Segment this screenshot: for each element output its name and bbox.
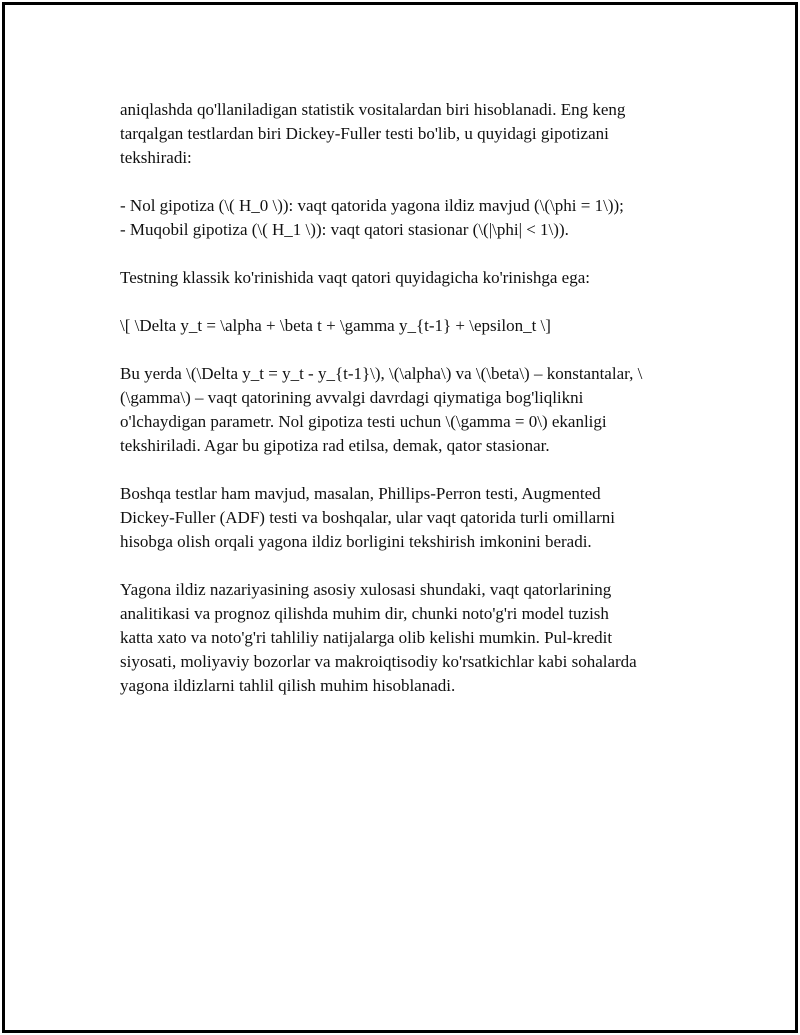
paragraph-gap [120, 554, 700, 578]
paragraph-gap [120, 170, 700, 194]
paragraph-other-tests [120, 482, 700, 554]
text-line: (\gamma\) – vaqt qatorining avvalgi davrdagi qiymatiga bog'liqlikni [120, 388, 584, 407]
paragraph-gap [120, 338, 700, 362]
text-line: katta xato va noto'g'ri tahliliy natijalarga olib kelishi mumkin. Pul-kredit [120, 628, 613, 647]
paragraph-gap [120, 242, 700, 266]
list-item-alternative-hypothesis: - Muqobil gipotiza (\( H_1 \)): vaqt qatori stasionar (\(|\phi| < 1\)). [120, 220, 569, 239]
text-line: Boshqa testlar ham mavjud, masalan, Phillips-Perron testi, Augmented [120, 484, 601, 503]
document-body [120, 98, 700, 698]
text-line: siyosati, moliyaviy bozorlar va makroiqtisodiy ko'rsatkichlar kabi sohalarda [120, 652, 637, 671]
text-line: tarqalgan testlardan biri Dickey-Fuller testi bo'lib, u quyidagi gipotizani [120, 124, 609, 143]
paragraph-test-form [120, 266, 700, 290]
paragraph-gap [120, 290, 700, 314]
text-line: Yagona ildiz nazariyasining asosiy xulosasi shundaki, vaqt qatorlarining [120, 580, 612, 599]
paragraph-gap [120, 458, 700, 482]
paragraph-definitions [120, 362, 700, 458]
text-line: tekshiriladi. Agar bu gipotiza rad etilsa, demak, qator stasionar. [120, 436, 550, 455]
text-line: yagona ildizlarni tahlil qilish muhim hisoblanadi. [120, 676, 456, 695]
text-line: Dickey-Fuller (ADF) testi va boshqalar, ular vaqt qatorida turli omillarni [120, 508, 616, 527]
text-line: o'lchaydigan parametr. Nol gipotiza testi uchun \(\gamma = 0\) ekanligi [120, 412, 607, 431]
equation-block [120, 314, 700, 338]
text-line: Testning klassik ko'rinishida vaqt qatori quyidagicha ko'rinishga ega: [120, 268, 590, 287]
page-frame [2, 2, 798, 1033]
list-item-null-hypothesis: - Nol gipotiza (\( H_0 \)): vaqt qatorida yagona ildiz mavjud (\(\phi = 1\)); [120, 196, 624, 215]
hypotheses-list [120, 194, 700, 242]
text-line: analitikasi va prognoz qilishda muhim dir, chunki noto'g'ri model tuzish [120, 604, 609, 623]
paragraph-intro [120, 98, 700, 170]
text-line: tekshiradi: [120, 148, 192, 167]
paragraph-conclusion [120, 578, 700, 698]
text-line: hisobga olish orqali yagona ildiz borligini tekshirish imkonini beradi. [120, 532, 592, 551]
text-line: Bu yerda \(\Delta y_t = y_t - y_{t-1}\), \(\alpha\) va \(\beta\) – konstantalar, \ [120, 364, 643, 383]
equation-line: \[ \Delta y_t = \alpha + \beta t + \gamma y_{t-1} + \epsilon_t \] [120, 316, 551, 335]
text-line: aniqlashda qo'llaniladigan statistik vositalardan biri hisoblanadi. Eng keng [120, 100, 626, 119]
